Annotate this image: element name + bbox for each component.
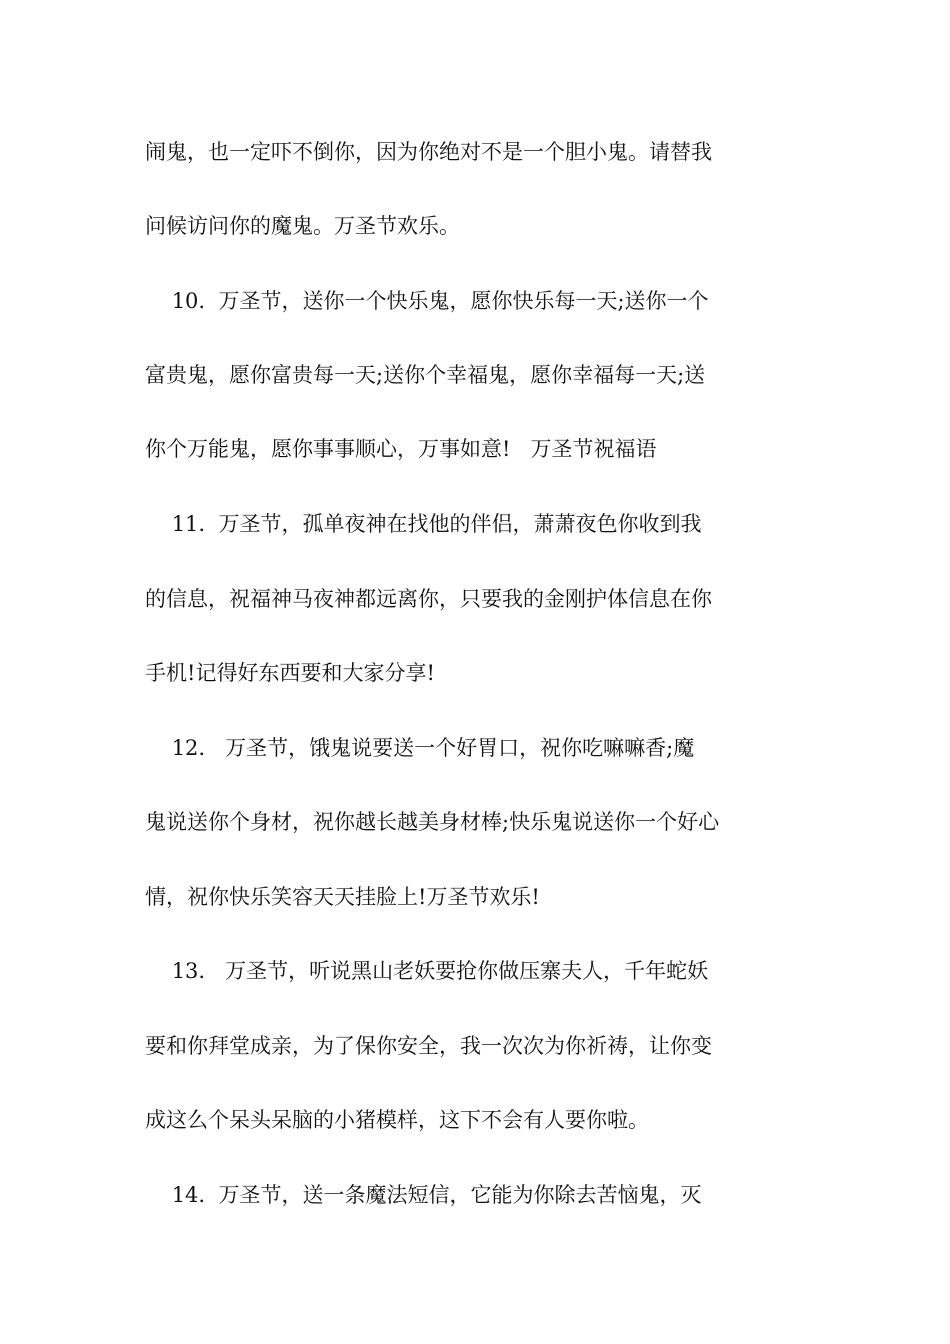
text-line-7: 的信息，祝福神马夜神都远离你，只要我的金刚护体信息在你 — [145, 587, 712, 611]
text-line-4: 富贵鬼，愿你富贵每一天;送你个幸福鬼，愿你幸福每一天;送 — [145, 363, 706, 387]
text-line-6: 11. 万圣节，孤单夜神在找他的伴侣，萧萧夜色你收到我 — [145, 512, 702, 536]
text-line-5: 你个万能鬼，愿你事事顺心，万事如意! 万圣节祝福语 — [145, 437, 657, 461]
text-line-1: 闹鬼，也一定吓不倒你，因为你绝对不是一个胆小鬼。请替我 — [145, 140, 712, 164]
text-line-14: 成这么个呆头呆脑的小猪模样，这下不会有人要你啦。 — [145, 1108, 649, 1132]
text-line-12: 13. 万圣节，听说黑山老妖要抢你做压寨夫人，千年蛇妖 — [145, 959, 709, 983]
text-line-11: 情，祝你快乐笑容天天挂脸上!万圣节欢乐! — [145, 885, 540, 909]
text-line-9: 12. 万圣节，饿鬼说要送一个好胃口，祝你吃嘛嘛香;魔 — [145, 736, 695, 760]
text-line-2: 问候访问你的魔鬼。万圣节欢乐。 — [145, 214, 460, 238]
text-line-3: 10. 万圣节，送你一个快乐鬼，愿你快乐每一天;送你一个 — [145, 289, 709, 313]
text-line-13: 要和你拜堂成亲，为了保你安全，我一次次为你祈祷，让你变 — [145, 1034, 712, 1058]
text-line-15: 14. 万圣节，送一条魔法短信，它能为你除去苦恼鬼，灭 — [145, 1183, 702, 1207]
text-line-10: 鬼说送你个身材，祝你越长越美身材棒;快乐鬼说送你一个好心 — [145, 810, 720, 834]
text-line-8: 手机!记得好东西要和大家分享! — [145, 661, 435, 685]
